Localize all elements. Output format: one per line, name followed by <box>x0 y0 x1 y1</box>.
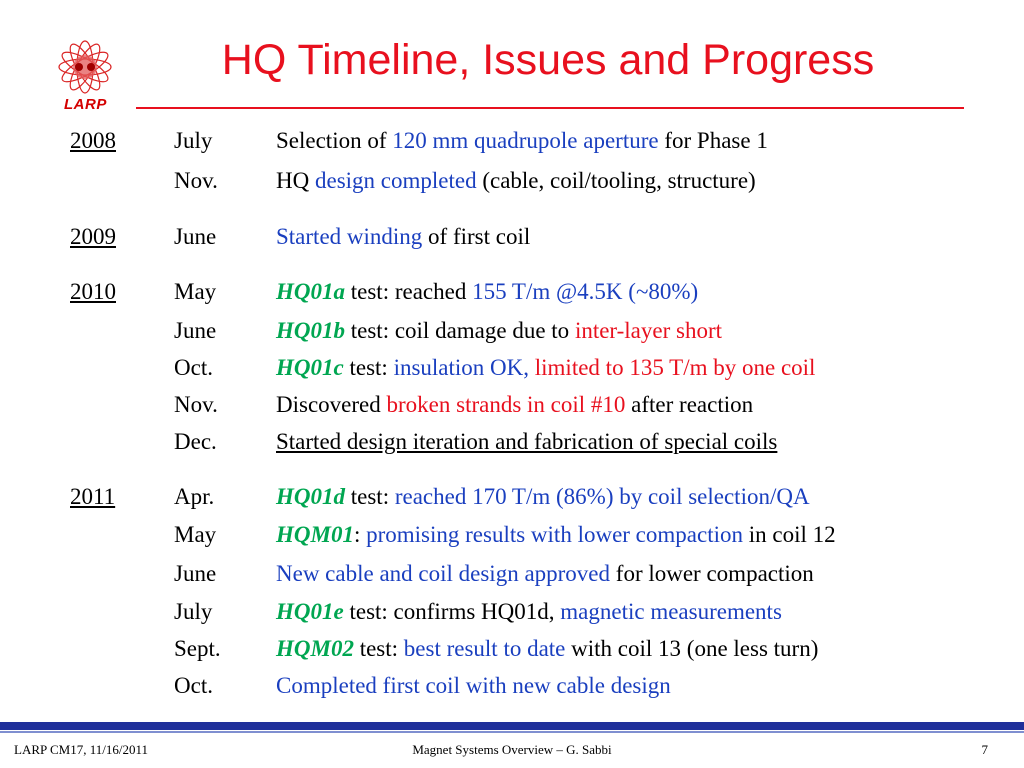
slide-title: HQ Timeline, Issues and Progress <box>221 36 875 84</box>
row-description <box>276 355 815 381</box>
description-segment: New cable and coil design approved <box>276 561 611 586</box>
description-segment: test: confirms HQ01d, <box>343 599 561 624</box>
description-segment: HQM02 <box>276 636 354 661</box>
larp-emblem-icon <box>54 36 116 98</box>
row-month: July <box>174 128 213 153</box>
timeline-row <box>0 318 1024 348</box>
description-segment: HQ01a <box>276 279 345 304</box>
description-segment: with coil 13 (one less turn) <box>565 636 819 661</box>
timeline-row <box>0 429 1024 459</box>
row-description <box>276 484 810 510</box>
timeline-row <box>0 224 1024 254</box>
description-segment: test: coil damage due to <box>345 318 575 343</box>
description-segment: inter-layer short <box>574 318 723 343</box>
row-description <box>276 279 698 305</box>
description-segment: test: reached <box>345 279 473 304</box>
description-segment: after reaction <box>625 392 754 417</box>
row-description <box>276 429 777 455</box>
description-segment: Discovered <box>276 392 387 417</box>
description-segment: Started design iteration and fabrication of special coils <box>276 429 778 454</box>
description-segment: : <box>353 522 367 547</box>
timeline-row <box>0 392 1024 422</box>
timeline-row <box>0 484 1024 514</box>
description-segment: for lower compaction <box>610 561 814 586</box>
row-year: 2009 <box>70 224 116 249</box>
row-description <box>276 561 814 587</box>
description-segment: best result to date <box>403 636 566 661</box>
row-month: June <box>174 561 217 586</box>
description-segment: test: <box>353 636 404 661</box>
description-segment: magnetic measurements <box>560 599 782 624</box>
row-description <box>276 224 530 250</box>
row-description <box>276 168 756 194</box>
row-description <box>276 128 768 154</box>
timeline-row <box>0 561 1024 591</box>
row-description <box>276 599 782 625</box>
description-segment: HQ01d <box>276 484 345 509</box>
description-segment: HQM01 <box>276 522 354 547</box>
row-month: May <box>174 522 217 547</box>
timeline-row <box>0 355 1024 385</box>
description-segment: in coil 12 <box>742 522 836 547</box>
description-segment: 120 mm quadrupole aperture <box>392 128 659 153</box>
larp-logo <box>54 36 116 114</box>
row-month: Dec. <box>174 429 217 454</box>
description-segment: for Phase 1 <box>658 128 768 153</box>
row-month: Oct. <box>174 355 213 380</box>
description-segment: Started winding <box>276 224 423 249</box>
row-description <box>276 522 836 548</box>
description-segment: promising results with lower compaction <box>366 522 743 547</box>
description-segment: HQ <box>276 168 315 193</box>
title-divider <box>136 107 964 109</box>
row-description <box>276 392 753 418</box>
timeline-row <box>0 522 1024 552</box>
row-description <box>276 673 671 699</box>
description-segment: design completed <box>314 168 477 193</box>
timeline-row <box>0 636 1024 666</box>
description-segment: Completed first coil with new cable design <box>276 673 671 698</box>
row-month: Nov. <box>174 392 218 417</box>
timeline-row <box>0 128 1024 158</box>
description-segment: HQ01e <box>276 599 344 624</box>
row-description <box>276 636 818 662</box>
row-year: 2011 <box>70 484 116 509</box>
description-segment: test: <box>345 484 395 509</box>
logo-text: LARP <box>64 96 107 113</box>
row-description <box>276 318 722 344</box>
description-segment: broken strands in coil #10 <box>386 392 626 417</box>
row-month: June <box>174 318 217 343</box>
footer-bar <box>0 722 1024 730</box>
description-segment: HQ01c <box>276 355 344 380</box>
row-month: Sept. <box>174 636 221 661</box>
description-segment: Selection of <box>276 128 393 153</box>
footer-event-date: LARP CM17, 11/16/2011 <box>14 742 148 757</box>
description-segment: HQ01b <box>276 318 345 343</box>
row-month: July <box>174 599 213 624</box>
row-month: May <box>174 279 217 304</box>
description-segment: test: <box>343 355 394 380</box>
footer-page-number: 7 <box>981 742 988 757</box>
row-month: June <box>174 224 217 249</box>
row-year: 2010 <box>70 279 116 304</box>
footer-presentation-title: Magnet Systems Overview – G. Sabbi <box>412 742 612 757</box>
description-segment: (cable, coil/tooling, structure) <box>476 168 756 193</box>
description-segment: 155 T/m @4.5K (~80%) <box>472 279 699 304</box>
description-segment: of first coil <box>422 224 531 249</box>
row-month: Apr. <box>174 484 215 509</box>
description-segment: limited to 135 T/m by one coil <box>529 355 816 380</box>
timeline-row <box>0 279 1024 309</box>
timeline-row <box>0 599 1024 629</box>
timeline-row <box>0 673 1024 703</box>
row-month: Nov. <box>174 168 218 193</box>
row-year: 2008 <box>70 128 116 153</box>
description-segment: reached 170 T/m (86%) by coil selection/QA <box>394 484 810 509</box>
description-segment: insulation OK, <box>393 355 530 380</box>
timeline-row <box>0 168 1024 198</box>
row-month: Oct. <box>174 673 213 698</box>
footer-bar-accent <box>0 731 1024 733</box>
